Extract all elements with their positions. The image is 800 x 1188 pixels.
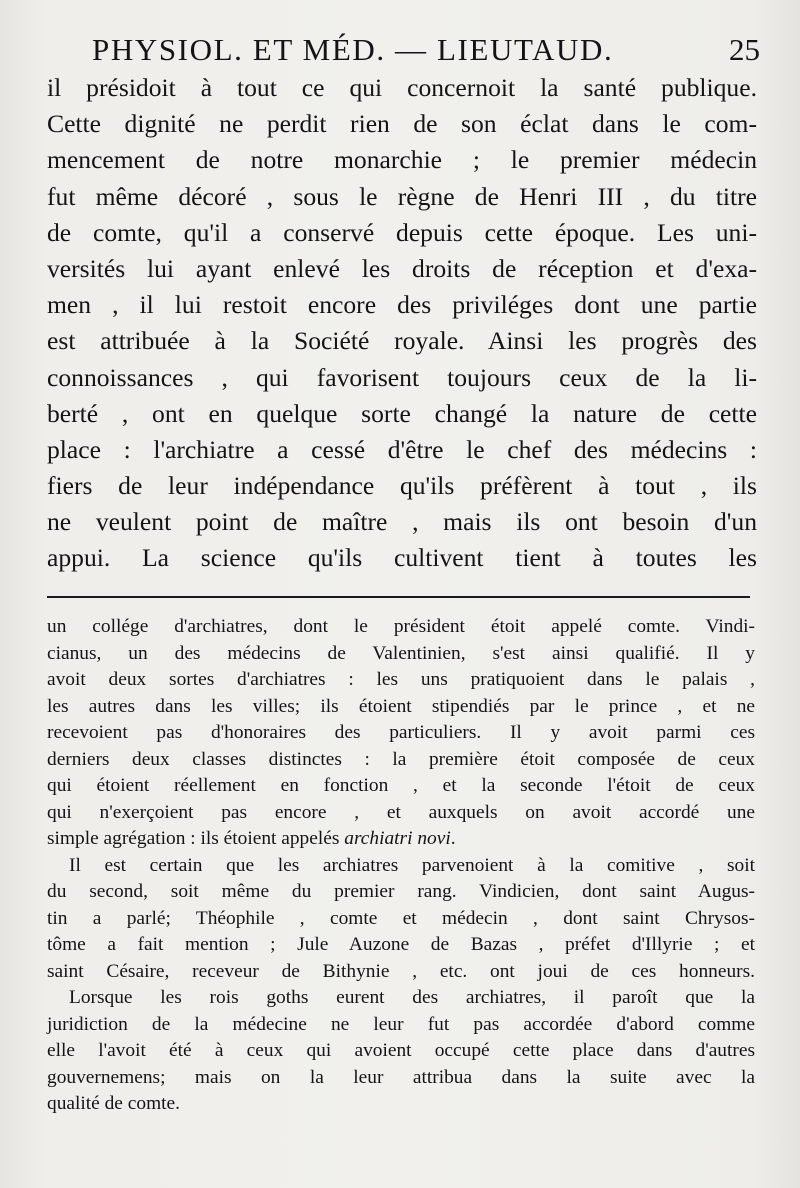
main-text-line: berté , ont en quelque sorte changé la nature de cette: [47, 398, 757, 428]
running-head: PHYSIOL. ET MÉD. — LIEUTAUD.: [92, 32, 614, 67]
footnote-text: simple agrégation : ils étoient appelés: [47, 828, 345, 849]
main-text-line: appui. La science qu'ils cultivent tient à toutes les: [47, 543, 757, 573]
main-text-line: place : l'archiatre a cessé d'être le chef des médecins :: [47, 434, 757, 464]
footnote-line: Il est certain que les archiatres parvenoient à la comitive , soit: [69, 854, 755, 876]
footnote-line: saint Césaire, receveur de Bithynie , etc. ont joui de ces honneurs.: [47, 960, 755, 982]
main-text-line: men , il lui restoit encore des priviléges dont une partie: [47, 290, 757, 320]
main-text-line: connoissances , qui favorisent toujours ceux de la li-: [47, 362, 757, 392]
latin-term: archiatri novi: [344, 828, 451, 849]
footnote-line: les autres dans les villes; ils étoient stipendiés par le prince , et ne: [47, 695, 755, 717]
footnote-line: recevoient pas d'honoraires des particuliers. Il y avoit parmi ces: [47, 722, 755, 743]
main-text-line: il présidoit à tout ce qui concernoit la santé publique.: [47, 73, 757, 102]
footnote-line: derniers deux classes distinctes : la première étoit composée de ceux: [47, 748, 755, 770]
main-text-line: versités lui ayant enlevé les droits de réception et d'exa-: [47, 253, 757, 283]
main-text-line: mencement de notre monarchie ; le premier médecin: [47, 145, 757, 175]
footnote-line: elle l'avoit été à ceux qui avoient occupé cette place dans d'autres: [47, 1040, 755, 1061]
footnote-text: .: [450, 828, 456, 849]
footnote-line: tin a parlé; Théophile , comte et médecin , dont saint Chrysos-: [47, 907, 755, 929]
footnote-line: tôme a fait mention ; Jule Auzone de Bazas , préfet d'Illyrie ; et: [47, 934, 755, 955]
footnote-line: avoit deux sortes d'archiatres : les uns pratiquoient dans le palais ,: [47, 669, 755, 690]
footnote-line: qualité de comte.: [47, 1093, 180, 1114]
footnote-line: qui n'exerçoient pas encore , et auxquels on avoit accordé une: [47, 801, 755, 823]
main-text-line: Cette dignité ne perdit rien de son éclat dans le com-: [47, 109, 757, 139]
page-number: 25: [729, 32, 760, 67]
main-text-line: de comte, qu'il a conservé depuis cette époque. Les uni-: [47, 217, 757, 247]
main-text-line: fut même décoré , sous le règne de Henri III , du titre: [47, 181, 757, 211]
footnote-line: un collége d'archiatres, dont le président étoit appelé comte. Vindi-: [47, 616, 755, 637]
footnote-block: [47, 614, 755, 1118]
footnote-line: qui étoient réellement en fonction , et la seconde l'étoit de ceux: [47, 775, 755, 796]
footnote-line: gouvernemens; mais on la leur attribua dans la suite avec la: [47, 1066, 755, 1088]
footnote-line: cianus, un des médecins de Valentinien, s'est ainsi qualifié. Il y: [47, 642, 755, 664]
main-text-line: fiers de leur indépendance qu'ils préfèrent à tout , ils: [47, 471, 757, 501]
footnote-line: [47, 826, 755, 853]
page-header: [92, 30, 764, 70]
main-text-block: [47, 70, 757, 577]
footnote-line: juridiction de la médecine ne leur fut pas accordée d'abord comme: [47, 1013, 755, 1035]
footnote-line: Lorsque les rois goths eurent des archiatres, il paroît que la: [69, 987, 755, 1008]
footnote-divider: [47, 596, 750, 598]
footnote-line: du second, soit même du premier rang. Vindicien, dont saint Augus-: [47, 881, 755, 902]
main-text-line: est attribuée à la Société royale. Ainsi les progrès des: [47, 326, 757, 356]
main-text-line: ne veulent point de maître , mais ils ont besoin d'un: [47, 507, 757, 537]
